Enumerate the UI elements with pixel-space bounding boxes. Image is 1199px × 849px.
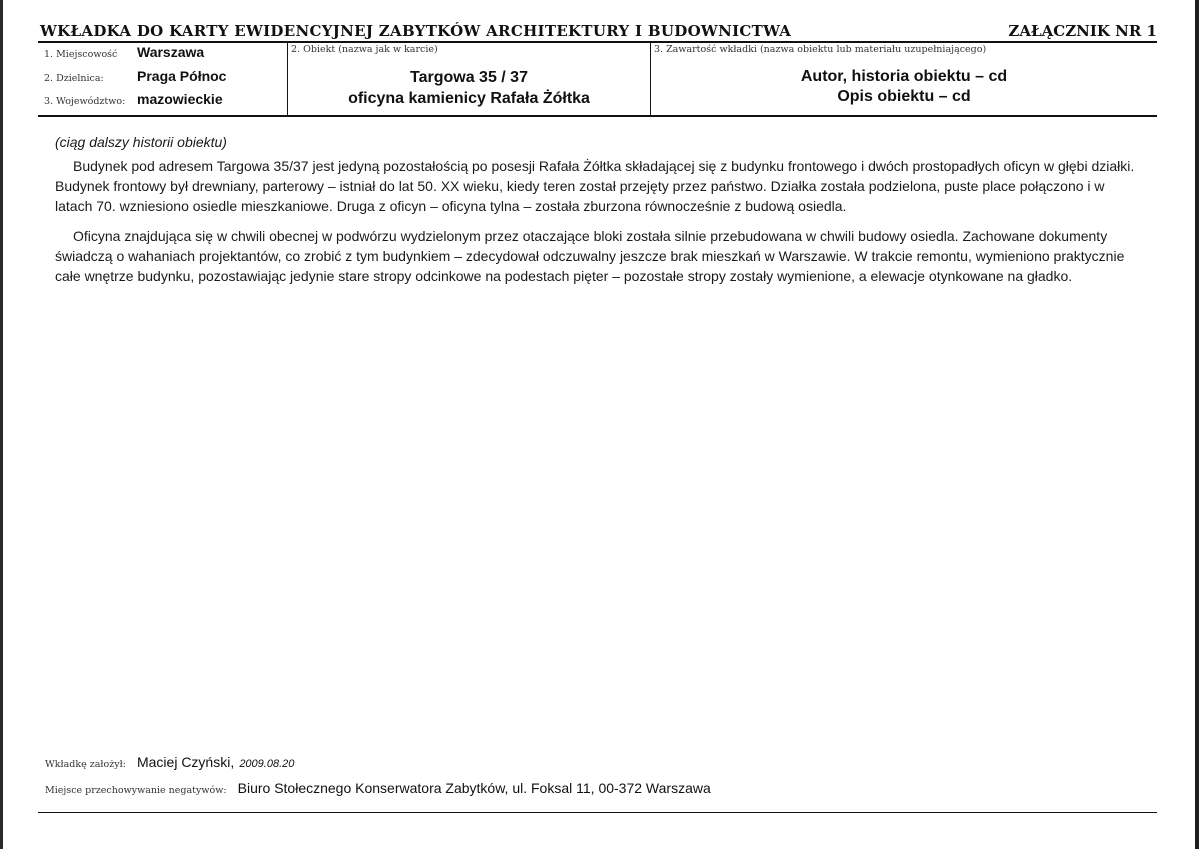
storage-label: Miejsce przechowywanie negatywów: bbox=[45, 785, 227, 796]
locality-value: Warszawa bbox=[137, 44, 205, 60]
contents-label: 3. Zawartość wkładki (nazwa obiektu lub materiału uzupełniającego) bbox=[654, 44, 987, 55]
document-title: WKŁADKA DO KARTY EWIDENCYJNEJ ZABYTKÓW ARCHITEKTURY I BUDOWNICTWA bbox=[40, 22, 792, 40]
author-name: Maciej Czyński, bbox=[136, 754, 235, 770]
district-value: Praga Północ bbox=[137, 68, 227, 84]
author-label: Wkładkę założył: bbox=[45, 759, 126, 770]
district-row bbox=[44, 68, 284, 88]
author-date: 2009.08.20 bbox=[239, 758, 295, 770]
continuation-note: (ciąg dalszy historii obiektu) bbox=[55, 134, 227, 150]
object-label: 2. Obiekt (nazwa jak w karcie) bbox=[291, 44, 438, 55]
scan-edge-left bbox=[0, 0, 3, 849]
storage-value: Biuro Stołecznego Konserwatora Zabytków, ul. Foksal 11, 00-372 Warszawa bbox=[237, 780, 711, 796]
header-top-rule bbox=[38, 41, 1157, 43]
object-address: Targowa 35 / 37 bbox=[410, 69, 528, 86]
locality-row bbox=[44, 44, 284, 64]
paragraph-2: Oficyna znajdująca się w chwili obecnej w podwórzu wydzielonym przez otaczające bloki została silnie przebudowana w chwili budowy osiedla. Zachowane dokumenty świadczą o wahaniach projektantów, co zrobić z tym budynkiem – zdecydował odczuwalny jeszcze brak mieszkań w Warszawie. W trakcie remontu, wymieniono praktycznie całe wnętrze budynku, pozostawiając jedynie stare stropy odcinkowe na podestach pięter – pozostałe stropy zostały wymienione, a elewacje otynkowane na gładko. bbox=[55, 228, 1125, 284]
footer-bottom-rule bbox=[38, 812, 1157, 813]
annex-number: ZAŁĄCZNIK NR 1 bbox=[1008, 22, 1157, 40]
scan-edge-right bbox=[1195, 0, 1199, 849]
contents-line-2: Opis obiektu – cd bbox=[837, 88, 971, 105]
voivodeship-label: 3. Województwo: bbox=[44, 96, 126, 107]
header-bottom-rule bbox=[38, 115, 1157, 117]
body-text bbox=[55, 132, 1145, 296]
voivodeship-row bbox=[44, 91, 284, 111]
voivodeship-value: mazowieckie bbox=[137, 91, 223, 107]
object-name: oficyna kamienicy Rafała Żółtka bbox=[348, 90, 590, 107]
paragraph-1: Budynek pod adresem Targowa 35/37 jest jedyną pozostałością po posesji Rafała Żółtka składającej się z budynku frontowego i dwóch prostopadłych oficyn w głębi działki. Budynek frontowy był drewniany, parterowy – istniał do lat 50. XX wieku, kiedy teren został przejęty przez państwo. Działka została podzielona, puste place połączono i w latach 70. wzniesiono osiedle mieszkaniowe. Druga z oficyn – oficyna tylna – została zburzona równocześnie z budową osiedla. bbox=[55, 158, 1135, 214]
author-row bbox=[45, 752, 294, 771]
locality-label: 1. Miejscowość bbox=[44, 49, 118, 60]
contents-line-1: Autor, historia obiektu – cd bbox=[800, 68, 1008, 85]
storage-row bbox=[45, 778, 711, 797]
district-label: 2. Dzielnica: bbox=[44, 73, 104, 84]
